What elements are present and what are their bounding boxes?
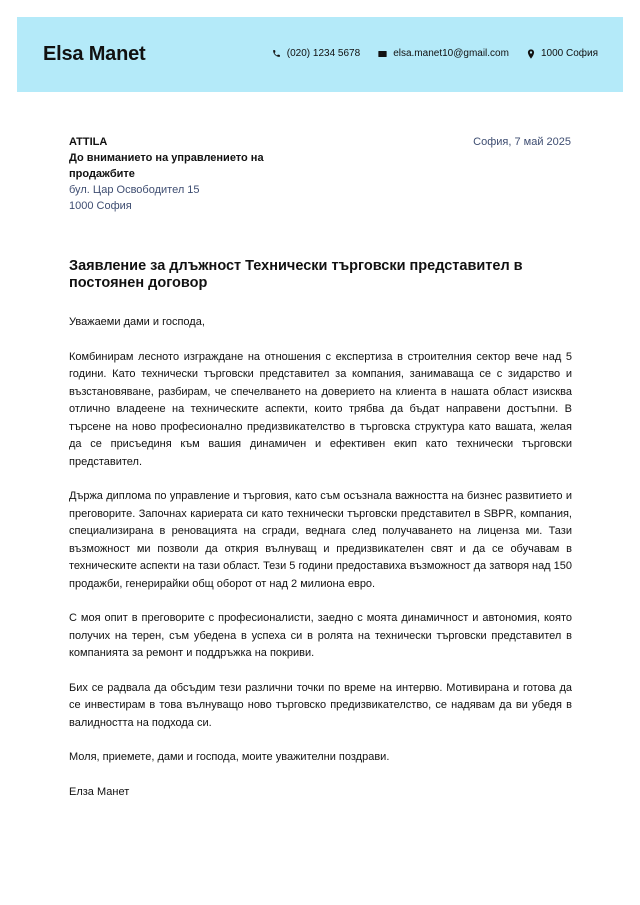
recipient-attention: До вниманието на управлението на продажбите — [69, 152, 264, 180]
body-paragraph: Комбинирам лесното изграждане на отношения с експертиза в строителния сектор вече над 5 години. Като технически търговски представител за компания, занимаваща се с зидарство и възстановяване, разбирам, че спечелването на доверието на клиента в нашата област изисква отлично владеене на техническите аспекти, които трябва да бъдат направени достъпни. В търсене на ново професионално предизвикателство в търговска структура като вашата, желая да се присъединя към вашия динамичен и ефективен екип като технически търговски представител. — [69, 350, 572, 468]
location-pin-icon — [527, 49, 535, 59]
letter-subject: Заявление за длъжност Технически търговски представител в постоянен договор — [69, 258, 523, 291]
letter-header — [17, 17, 623, 92]
sender-name: Elsa Manet — [43, 43, 146, 65]
body-paragraph: Държа диплома по управление и търговия, като съм осъзнала важността на бизнес развитието и преговорите. Започнах кариерата си като технически търговски представител в SBPR, компания, специализирана в реновацията на сгради, веднага след получаването на лиценза ми. Тази възможност ми позволи да открия вълнуващ и предизвикателен свят и да се обучавам в техническите аспекти на тази област. Тези 5 години предоставиха възможност да затворя над 150 продажби, генерирайки общ оборот от над 2 милиона евро. — [69, 490, 573, 590]
phone-icon — [272, 49, 281, 58]
recipient-city: 1000 София — [69, 200, 132, 212]
body-paragraph: Бих се радвала да обсъдим тези различни точки по време на интервю. Мотивирана и готова да се инвестирам в това вълнуващо ново търговско предизвикателство, се надявам да ви убедя в валидността на подхода си. — [69, 681, 572, 729]
letter-body — [69, 314, 572, 818]
contact-phone — [272, 48, 360, 59]
salutation: Уважаеми дами и господа, — [69, 316, 205, 328]
body-paragraph: С моя опит в преговорите с професионалисти, заедно с моята динамичност и автономия, която получих на терен, съм убедена в успеха си в ролята на технически търговски представител в компанията за ремонт и поддръжка на покриви. — [69, 612, 572, 659]
closing: Моля, приемете, дами и господа, моите уважителни поздрави. — [69, 751, 390, 763]
contact-city — [527, 48, 598, 59]
contact-info — [272, 48, 598, 59]
recipient-street: бул. Цар Освободител 15 — [69, 184, 200, 196]
letter-date: София, 7 май 2025 — [473, 136, 571, 148]
city: 1000 София — [540, 48, 598, 59]
recipient-block — [69, 134, 289, 214]
email-address: elsa.manet10@gmail.com — [393, 48, 509, 59]
contact-email — [378, 48, 509, 59]
phone-number: (020) 1234 5678 — [286, 48, 361, 59]
recipient-company: ATTILA — [69, 136, 108, 148]
signature: Елза Манет — [69, 785, 130, 798]
envelope-icon — [378, 50, 387, 58]
